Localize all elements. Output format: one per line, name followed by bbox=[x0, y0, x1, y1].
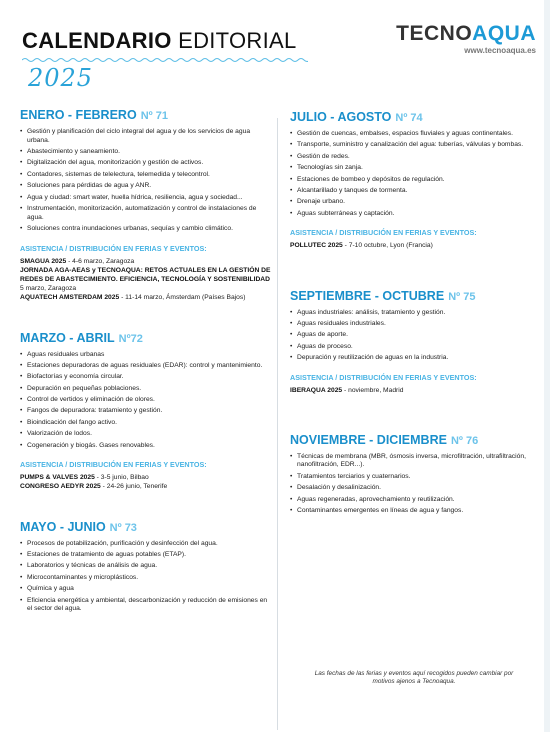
list-item: • Soluciones contra inundaciones urbanas, sequías y cambio climático. bbox=[20, 225, 272, 234]
list-item: • Control de vertidos y eliminación de olores. bbox=[20, 396, 272, 405]
section-sep-oct bbox=[290, 289, 542, 395]
list-item: • Estaciones de tratamiento de aguas potables (ETAP). bbox=[20, 551, 272, 560]
list-item: • Abastecimiento y saneamiento. bbox=[20, 148, 272, 157]
title-light: EDITORIAL bbox=[178, 28, 297, 53]
section-title bbox=[20, 331, 272, 345]
list-item: • Aguas regeneradas, aprovechamiento y reutilización. bbox=[290, 496, 542, 505]
issue-number: Nº 73 bbox=[109, 521, 137, 534]
event-name: POLLUTEC 2025 bbox=[290, 242, 343, 250]
event-list bbox=[290, 386, 542, 395]
list-item: • Soluciones para pérdidas de agua y ANR. bbox=[20, 182, 272, 191]
list-item: • Aguas de proceso. bbox=[290, 343, 542, 352]
list-item: • Transporte, suministro y canalización del agua: tuberías, válvulas y bombas. bbox=[290, 141, 542, 150]
topic-list bbox=[290, 309, 542, 363]
event-detail: - 11-14 marzo, Ámsterdam (Países Bajos) bbox=[119, 294, 246, 302]
event-name: SMAGUA 2025 bbox=[20, 257, 67, 265]
event-name: JORNADA AGA-AEAS y TECNOAQUA: RETOS ACTUALES EN LA GESTIÓN DE REDES DE ABASTECIMIENTO. EFICIENCIA, TECNOLOGÍA Y SOSTENIBILIDAD bbox=[20, 266, 271, 283]
event-detail: - 3-5 junio, Bilbao bbox=[94, 474, 149, 482]
event-detail: - noviembre, Madrid bbox=[342, 386, 404, 394]
logo-part2: AQUA bbox=[472, 22, 536, 45]
list-item: • Gestión de redes. bbox=[290, 153, 542, 162]
section-title bbox=[20, 520, 272, 534]
footnote: Las fechas de las ferias y eventos aquí recogidos pueden cambiar por motivos ajenos a Tecnoaqua. bbox=[314, 670, 514, 686]
section-title-text: SEPTIEMBRE - OCTUBRE bbox=[290, 288, 445, 303]
title-bold: CALENDARIO bbox=[22, 28, 172, 53]
list-item: • Depuración en pequeñas poblaciones. bbox=[20, 385, 272, 394]
event-detail: - 7-10 octubre, Lyon (Francia) bbox=[342, 242, 433, 250]
list-item: • Estaciones de bombeo y depósitos de regulación. bbox=[290, 176, 542, 185]
list-item: • Depuración y reutilización de aguas en la industria. bbox=[290, 354, 542, 363]
list-item: • Aguas residuales industriales. bbox=[290, 320, 542, 329]
section-title-text: NOVIEMBRE - DICIEMBRE bbox=[290, 432, 447, 447]
event-line bbox=[20, 482, 272, 491]
tecnoaqua-logo[interactable] bbox=[396, 22, 536, 55]
list-item: • Eficiencia energética y ambiental, descarbonización y reducción de emisiones en el sector del agua. bbox=[20, 597, 272, 614]
assist-title: ASISTENCIA / DISTRIBUCIÓN EN FERIAS Y EVENTOS: bbox=[290, 228, 477, 238]
list-item: • Aguas subterráneas y captación. bbox=[290, 210, 542, 219]
list-item: • Fangos de depuradora: tratamiento y gestión. bbox=[20, 407, 272, 416]
section-title bbox=[290, 110, 542, 124]
section-title-text: JULIO - AGOSTO bbox=[290, 110, 392, 124]
event-line bbox=[20, 266, 272, 284]
column-divider bbox=[277, 118, 278, 730]
list-item: • Cogeneración y biogás. Gases renovables. bbox=[20, 442, 272, 451]
list-item: • Agua y ciudad: smart water, huella hídrica, resiliencia, agua y sociedad... bbox=[20, 194, 272, 203]
event-line bbox=[20, 257, 272, 266]
section-nov-dic bbox=[290, 433, 542, 516]
assist-title: ASISTENCIA / DISTRIBUCIÓN EN FERIAS Y EVENTOS: bbox=[20, 243, 207, 253]
list-item: • Estaciones depuradoras de aguas residuales (EDAR): control y mantenimiento. bbox=[20, 362, 272, 371]
year-label: 2025 bbox=[28, 64, 94, 92]
assist-title: ASISTENCIA / DISTRIBUCIÓN EN FERIAS Y EVENTOS: bbox=[20, 460, 207, 470]
list-item: • Gestión y planificación del ciclo integral del agua y de los servicios de agua urbana. bbox=[20, 128, 272, 145]
section-title-text: ENERO - FEBRERO bbox=[20, 108, 137, 122]
list-item: • Biofactorías y economía circular. bbox=[20, 373, 272, 382]
topic-list bbox=[290, 453, 542, 516]
logo-url[interactable]: www.tecnoaqua.es bbox=[464, 46, 536, 55]
event-name: PUMPS & VALVES 2025 bbox=[20, 474, 95, 482]
issue-number: Nº 71 bbox=[140, 110, 168, 122]
topic-list bbox=[20, 351, 272, 451]
issue-number: Nº 75 bbox=[448, 290, 476, 303]
list-item: • Aguas de aporte. bbox=[290, 331, 542, 340]
list-item: • Tecnologías sin zanja. bbox=[290, 164, 542, 173]
list-item: • Contadores, sistemas de telelectura, telemedida y telecontrol. bbox=[20, 171, 272, 180]
list-item: • Técnicas de membrana (MBR, ósmosis inversa, microfiltración, ultrafiltración, nanofiltración, EDR...). bbox=[290, 453, 542, 470]
page-title bbox=[22, 28, 297, 54]
list-item: • Digitalización del agua, monitorización y gestión de activos. bbox=[20, 159, 272, 168]
section-title bbox=[290, 433, 542, 447]
section-may-jun bbox=[20, 520, 272, 614]
topic-list bbox=[20, 128, 272, 234]
list-item: • Bioindicación del fango activo. bbox=[20, 419, 272, 428]
event-list bbox=[20, 473, 272, 491]
event-detail: 5 marzo, Zaragoza bbox=[20, 285, 77, 293]
section-title-text: MARZO - ABRIL bbox=[20, 330, 115, 345]
wavy-divider bbox=[22, 57, 308, 63]
right-column bbox=[290, 110, 542, 518]
topic-list bbox=[290, 130, 542, 218]
event-line bbox=[20, 293, 272, 302]
section-ene-feb bbox=[20, 108, 272, 303]
list-item: • Desalación y desalinización. bbox=[290, 484, 542, 493]
section-title bbox=[20, 108, 272, 122]
list-item: • Microcontaminantes y microplásticos. bbox=[20, 574, 272, 583]
event-line bbox=[20, 284, 272, 293]
list-item: • Química y agua bbox=[20, 585, 272, 594]
section-mar-abr bbox=[20, 331, 272, 492]
list-item: • Tratamientos terciarios y cuaternarios. bbox=[290, 473, 542, 482]
list-item: • Contaminantes emergentes en líneas de agua y fangos. bbox=[290, 507, 542, 516]
event-line bbox=[290, 241, 542, 250]
section-title bbox=[290, 289, 542, 303]
event-detail: - 24-26 junio, Tenerife bbox=[100, 483, 168, 491]
event-name: AQUATECH AMSTERDAM 2025 bbox=[20, 294, 120, 302]
topic-list bbox=[20, 540, 272, 614]
event-name: CONGRESO AEDYR 2025 bbox=[20, 483, 101, 491]
issue-number: Nº 74 bbox=[395, 112, 423, 124]
logo-text bbox=[396, 22, 536, 46]
issue-number: Nº 76 bbox=[450, 434, 479, 447]
page-edge bbox=[544, 0, 550, 732]
left-column bbox=[20, 108, 272, 617]
section-title-text: MAYO - JUNIO bbox=[20, 519, 106, 534]
list-item: • Drenaje urbano. bbox=[290, 198, 542, 207]
event-line bbox=[290, 386, 542, 395]
logo-part1: TECNO bbox=[396, 22, 473, 45]
list-item: • Procesos de potabilización, purificación y desinfección del agua. bbox=[20, 540, 272, 549]
event-list bbox=[20, 257, 272, 303]
event-line bbox=[20, 473, 272, 482]
assist-title: ASISTENCIA / DISTRIBUCIÓN EN FERIAS Y EVENTOS: bbox=[290, 372, 477, 382]
issue-number: Nº72 bbox=[118, 332, 143, 345]
section-jul-ago bbox=[290, 110, 542, 251]
list-item: • Instrumentación, monitorización, automatización y control de instalaciones de agua. bbox=[20, 205, 272, 222]
list-item: • Alcantarillado y tanques de tormenta. bbox=[290, 187, 542, 196]
list-item: • Gestión de cuencas, embalses, espacios fluviales y aguas continentales. bbox=[290, 130, 542, 139]
list-item: • Valorización de lodos. bbox=[20, 430, 272, 439]
list-item: • Laboratorios y técnicas de análisis de agua. bbox=[20, 562, 272, 571]
event-detail: - 4-6 marzo, Zaragoza bbox=[66, 257, 135, 265]
event-list bbox=[290, 241, 542, 250]
event-name: IBERAQUA 2025 bbox=[290, 386, 343, 394]
list-item: • Aguas industriales: análisis, tratamiento y gestión. bbox=[290, 309, 542, 318]
list-item: • Aguas residuales urbanas bbox=[20, 351, 272, 360]
